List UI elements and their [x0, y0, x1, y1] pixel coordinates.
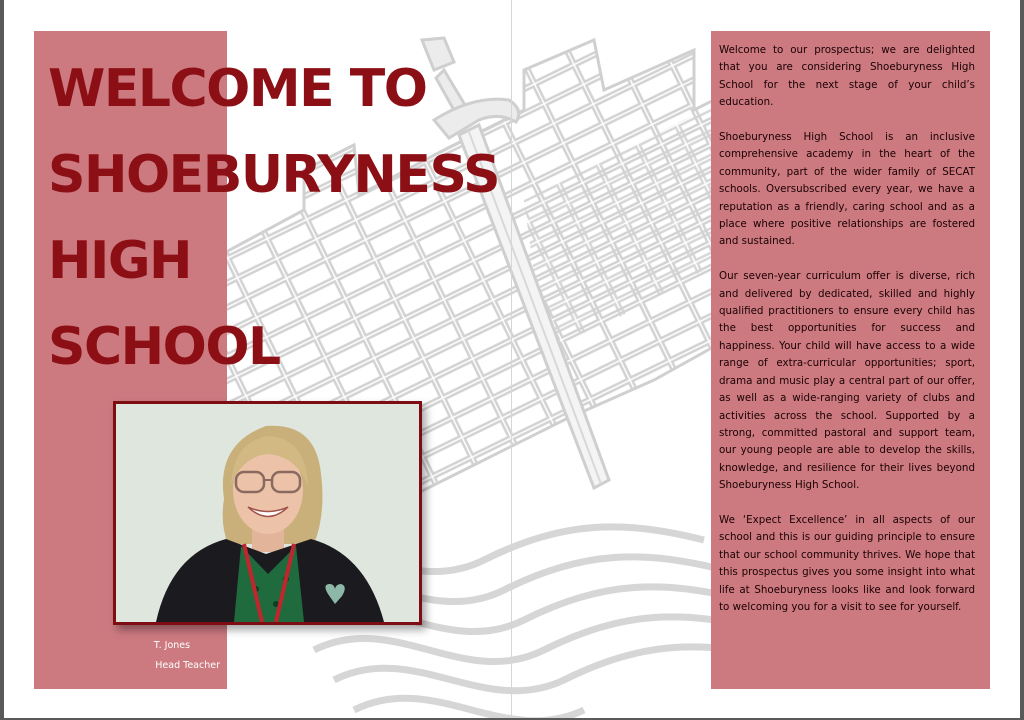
welcome-paragraph: Shoeburyness High School is an inclusive comprehensive academy in the heart of the community, part of the wider family of SECAT schools. Oversubscribed every year, we have a reputation as a friendly, caring school and as a place where positive relationships are fostered and sustained. — [719, 131, 975, 248]
head-teacher-photo — [116, 404, 419, 622]
title-line: HIGH — [48, 231, 192, 291]
photo-caption-role: Head Teacher — [155, 660, 220, 671]
welcome-paragraph: Our seven-year curriculum offer is diverse, rich and delivered by dedicated, skilled and highly qualified practitioners to ensure every child has the best opportunities for success and happiness. Your child will have access to a wide range of extra-curricular opportunities; sport, drama and music play a central part of our offer, as well as a wide-ranging variety of clubs and activities across the school. Supported by a strong, committed pastoral and support team, our young people are able to develop the skills, knowledge, and resilience for their lives beyond Shoeburyness High School. — [719, 270, 975, 492]
title-line: SHOEBURYNESS — [48, 145, 500, 205]
prospectus-spread — [4, 0, 1020, 718]
welcome-paragraph: Welcome to our prospectus; we are delighted that you are considering Shoeburyness High School for the next stage of your child’s education. — [719, 44, 975, 109]
photo-caption-name: T. Jones — [153, 640, 191, 651]
welcome-text — [719, 42, 975, 634]
page-gutter — [511, 0, 512, 718]
title-line: WELCOME TO — [48, 59, 427, 119]
title-line: SCHOOL — [48, 317, 280, 377]
welcome-paragraph: We ‘Expect Excellence’ in all aspects of our school and this is our guiding principle to ensure that our school community thrives. We hope that this prospectus gives you some insight into what life at Shoeburyness looks like and look forward to welcoming you for a visit to see for yourself. — [719, 513, 975, 613]
head-teacher-photo-frame — [113, 401, 422, 625]
page-title — [48, 46, 499, 390]
